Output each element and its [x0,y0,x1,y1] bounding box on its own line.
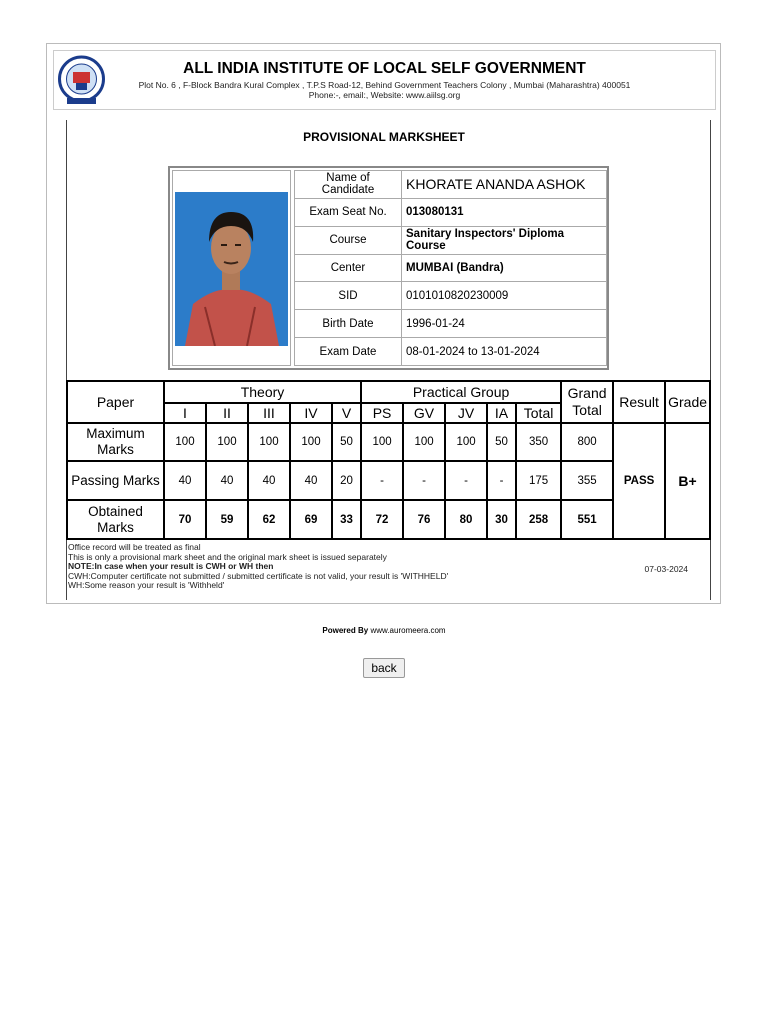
mark-cell: 100 [403,423,445,461]
marks-row-label: Maximum Marks [67,423,164,461]
subject-header: Total [516,403,561,423]
subject-header: IV [290,403,332,423]
candidate-row [295,254,607,282]
candidate-row [295,171,607,199]
candidate-field-label: Exam Date [295,338,402,366]
mark-cell: 350 [516,423,561,461]
powered-by [0,626,768,635]
grand-total-header: Grand Total [561,381,613,423]
subject-header: III [248,403,290,423]
note-provisional: This is only a provisional mark sheet and the original mark sheet is issued separately [68,551,387,562]
mark-cell: 80 [445,500,487,539]
mark-cell: - [487,461,516,500]
mark-cell: - [445,461,487,500]
mark-cell: 100 [445,423,487,461]
contact-line: Phone:-, email:, Website: www.aiilsg.org [308,90,461,100]
candidate-row [295,226,607,254]
grand-total-cell: 355 [561,461,613,500]
theory-header: Theory [164,381,361,403]
mark-cell: 258 [516,500,561,539]
marks-table [66,380,711,540]
photo-cell [172,170,291,366]
candidate-field-value: MUMBAI (Bandra) [402,254,607,282]
subject-header: II [206,403,248,423]
mark-cell: - [403,461,445,500]
grand-total-cell: 800 [561,423,613,461]
candidate-field-value: 013080131 [402,198,607,226]
mark-cell: 40 [206,461,248,500]
subject-header: JV [445,403,487,423]
candidate-field-value: 1996-01-24 [402,310,607,338]
subject-header: IA [487,403,516,423]
back-button[interactable]: back [363,658,405,678]
result-header: Result [613,381,665,423]
mark-cell: 100 [290,423,332,461]
mark-cell: 100 [206,423,248,461]
candidate-field-label: Course [295,226,402,254]
paper-header: Paper [67,381,164,423]
mark-cell: 40 [248,461,290,500]
candidate-field-label: SID [295,282,402,310]
marks-row-label: Passing Marks [67,461,164,500]
note-cwh: CWH:Computer certificate not submitted / submitted certificate is not valid, your result is 'WITHHELD' [68,570,449,581]
mark-cell: 33 [332,500,361,539]
subject-header: GV [403,403,445,423]
candidate-field-value: 0101010820230009 [402,282,607,310]
powered-site: www.auromeera.com [370,626,446,635]
result-value: PASS [613,423,665,539]
mark-cell: 69 [290,500,332,539]
mark-cell: 59 [206,500,248,539]
mark-cell: 50 [332,423,361,461]
candidate-field-label: Birth Date [295,310,402,338]
subject-header: I [164,403,206,423]
candidate-info-table [294,170,607,366]
candidate-row [295,310,607,338]
candidate-field-label: Exam Seat No. [295,198,402,226]
candidate-row [295,338,607,366]
marks-row-label: Obtained Marks [67,500,164,539]
mark-cell: 40 [164,461,206,500]
mark-cell: 50 [487,423,516,461]
mark-cell: 30 [487,500,516,539]
subject-header: PS [361,403,403,423]
note-wh: WH:Some reason your result is 'Withheld' [68,580,225,590]
mark-cell: 175 [516,461,561,500]
grade-value: B+ [665,423,710,539]
notes-section [68,543,708,591]
practical-header: Practical Group [361,381,561,403]
institute-name: ALL INDIA INSTITUTE OF LOCAL SELF GOVERNMENT [183,60,586,77]
grade-header: Grade [665,381,710,423]
candidate-details [168,166,609,370]
candidate-field-label: Center [295,254,402,282]
mark-cell: - [361,461,403,500]
mark-cell: 100 [164,423,206,461]
mark-cell: 40 [290,461,332,500]
mark-cell: 100 [361,423,403,461]
mark-cell: 100 [248,423,290,461]
candidate-field-label: Name of Candidate [295,171,402,199]
candidate-field-value: KHORATE ANANDA ASHOK [402,171,607,199]
powered-label: Powered By [322,626,369,635]
issue-date: 07-03-2024 [644,564,688,574]
note-office-record: Office record will be treated as final [68,542,201,552]
candidate-field-value: Sanitary Inspectors' Diploma Course [402,226,607,254]
candidate-field-value: 08-01-2024 to 13-01-2024 [402,338,607,366]
candidate-row [295,198,607,226]
mark-cell: 20 [332,461,361,500]
candidate-row [295,282,607,310]
mark-cell: 72 [361,500,403,539]
mark-cell: 70 [164,500,206,539]
mark-cell: 76 [403,500,445,539]
grand-total-cell: 551 [561,500,613,539]
mark-cell: 62 [248,500,290,539]
candidate-photo [175,192,288,346]
note-cwh-wh: NOTE:In case when your result is CWH or WH then [68,561,274,571]
address-line: Plot No. 6 , F-Block Bandra Kural Complex , T.P.S Road-12, Behind Government Teachers Colony , Mumbai (Maharashtra) 400051 [138,80,631,90]
subject-header: V [332,403,361,423]
page-title: PROVISIONAL MARKSHEET [303,130,465,144]
institute-address [54,80,715,100]
institute-header [53,50,716,110]
